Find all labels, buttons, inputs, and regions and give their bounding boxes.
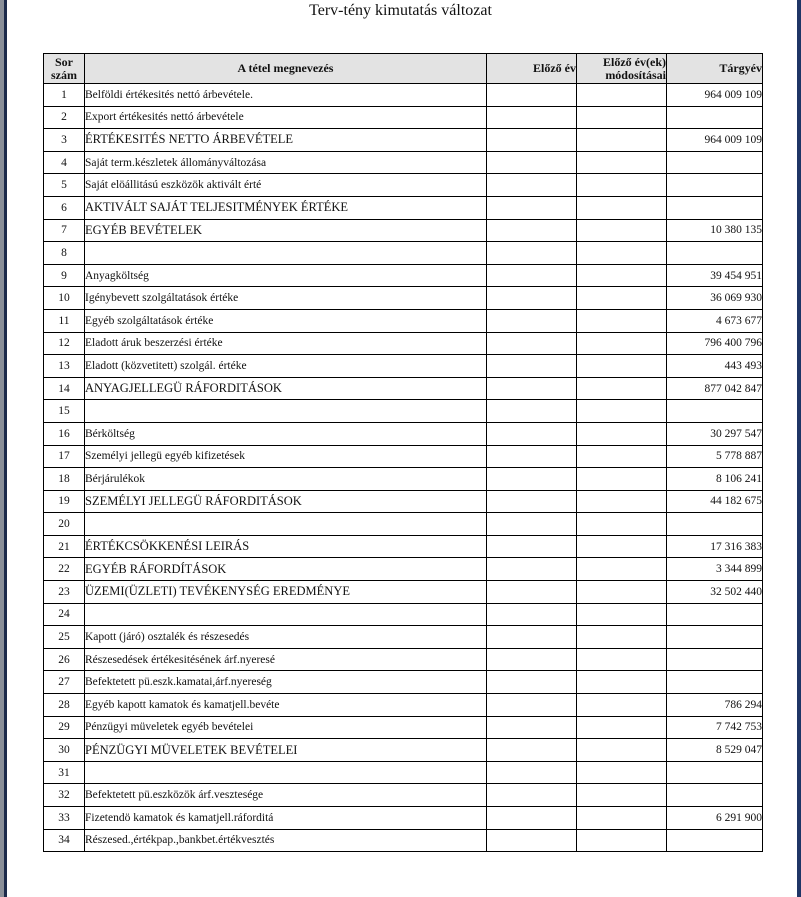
row-number-cell: 26 bbox=[44, 648, 85, 671]
item-name-cell: Befektetett pü.eszközök árf.vesztesége bbox=[85, 784, 487, 807]
table-row bbox=[44, 648, 763, 671]
report-page bbox=[7, 0, 797, 897]
item-name-cell: Fizetendö kamatok és kamatjell.ráforditá bbox=[85, 807, 487, 830]
table-row bbox=[44, 151, 763, 174]
table-row bbox=[44, 581, 763, 604]
previous-modifications-cell bbox=[577, 761, 667, 784]
previous-modifications-cell bbox=[577, 716, 667, 739]
previous-year-cell bbox=[487, 513, 577, 536]
previous-year-cell bbox=[487, 761, 577, 784]
row-number-cell: 8 bbox=[44, 242, 85, 265]
previous-modifications-cell bbox=[577, 219, 667, 242]
previous-year-cell bbox=[487, 807, 577, 830]
previous-year-cell bbox=[487, 671, 577, 694]
row-number-cell: 10 bbox=[44, 287, 85, 310]
table-row bbox=[44, 761, 763, 784]
previous-modifications-cell bbox=[577, 784, 667, 807]
item-name-cell: EGYÉB BEVÉTELEK bbox=[85, 219, 487, 242]
previous-modifications-cell bbox=[577, 490, 667, 513]
table-row bbox=[44, 490, 763, 513]
table-body bbox=[44, 84, 763, 852]
previous-modifications-cell bbox=[577, 581, 667, 604]
table-row bbox=[44, 287, 763, 310]
current-year-cell: 6 291 900 bbox=[667, 807, 763, 830]
row-number-cell: 3 bbox=[44, 129, 85, 152]
row-number-cell: 31 bbox=[44, 761, 85, 784]
previous-year-cell bbox=[487, 174, 577, 197]
current-year-cell bbox=[667, 671, 763, 694]
item-name-cell: Egyéb szolgáltatások értéke bbox=[85, 309, 487, 332]
previous-modifications-cell bbox=[577, 513, 667, 536]
current-year-cell: 4 673 677 bbox=[667, 309, 763, 332]
previous-modifications-cell bbox=[577, 129, 667, 152]
row-number-cell: 21 bbox=[44, 535, 85, 558]
row-number-cell: 11 bbox=[44, 309, 85, 332]
current-year-cell: 44 182 675 bbox=[667, 490, 763, 513]
previous-modifications-cell bbox=[577, 106, 667, 129]
report-title: Terv-tény kimutatás változat bbox=[309, 2, 492, 19]
row-number-cell: 28 bbox=[44, 694, 85, 717]
previous-year-cell bbox=[487, 151, 577, 174]
table-row bbox=[44, 196, 763, 219]
table-row bbox=[44, 422, 763, 445]
table-row bbox=[44, 468, 763, 491]
previous-year-cell bbox=[487, 400, 577, 423]
previous-year-cell bbox=[487, 716, 577, 739]
previous-modifications-cell bbox=[577, 332, 667, 355]
table-row bbox=[44, 558, 763, 581]
item-name-cell: Részesed.,értékpap.,bankbet.értékvesztés bbox=[85, 829, 487, 852]
previous-modifications-cell bbox=[577, 377, 667, 400]
item-name-cell: Eladott áruk beszerzési értéke bbox=[85, 332, 487, 355]
item-name-cell bbox=[85, 242, 487, 265]
row-number-cell: 13 bbox=[44, 355, 85, 378]
previous-modifications-cell bbox=[577, 694, 667, 717]
item-name-cell: Igénybevett szolgáltatások értéke bbox=[85, 287, 487, 310]
row-number-cell: 19 bbox=[44, 490, 85, 513]
current-year-cell: 17 316 383 bbox=[667, 535, 763, 558]
previous-modifications-cell bbox=[577, 829, 667, 852]
previous-modifications-cell bbox=[577, 468, 667, 491]
row-number-cell: 18 bbox=[44, 468, 85, 491]
row-number-cell: 20 bbox=[44, 513, 85, 536]
table-row bbox=[44, 626, 763, 649]
table-row bbox=[44, 332, 763, 355]
item-name-cell: EGYÉB RÁFORDÍTÁSOK bbox=[85, 558, 487, 581]
previous-year-cell bbox=[487, 287, 577, 310]
previous-year-cell bbox=[487, 196, 577, 219]
previous-year-cell bbox=[487, 219, 577, 242]
previous-year-cell bbox=[487, 264, 577, 287]
previous-year-cell bbox=[487, 309, 577, 332]
row-number-cell: 16 bbox=[44, 422, 85, 445]
row-number-cell: 23 bbox=[44, 581, 85, 604]
previous-modifications-cell bbox=[577, 400, 667, 423]
previous-modifications-cell bbox=[577, 671, 667, 694]
current-year-cell bbox=[667, 761, 763, 784]
row-number-cell: 12 bbox=[44, 332, 85, 355]
table-row bbox=[44, 445, 763, 468]
row-number-cell: 32 bbox=[44, 784, 85, 807]
header-row-number-line1: Sor bbox=[55, 54, 73, 69]
previous-modifications-cell bbox=[577, 84, 667, 107]
table-row bbox=[44, 671, 763, 694]
previous-modifications-cell bbox=[577, 807, 667, 830]
item-name-cell bbox=[85, 603, 487, 626]
previous-modifications-cell bbox=[577, 422, 667, 445]
current-year-cell bbox=[667, 242, 763, 265]
current-year-cell: 10 380 135 bbox=[667, 219, 763, 242]
current-year-cell: 786 294 bbox=[667, 694, 763, 717]
current-year-cell: 796 400 796 bbox=[667, 332, 763, 355]
table-row bbox=[44, 400, 763, 423]
current-year-cell: 8 106 241 bbox=[667, 468, 763, 491]
previous-year-cell bbox=[487, 784, 577, 807]
current-year-cell: 964 009 109 bbox=[667, 84, 763, 107]
header-row-number bbox=[44, 54, 85, 84]
item-name-cell: ÜZEMI(ÜZLETI) TEVÉKENYSÉG EREDMÉNYE bbox=[85, 581, 487, 604]
previous-year-cell bbox=[487, 739, 577, 762]
previous-year-cell bbox=[487, 535, 577, 558]
previous-modifications-cell bbox=[577, 558, 667, 581]
item-name-cell: Bérköltség bbox=[85, 422, 487, 445]
previous-year-cell bbox=[487, 468, 577, 491]
previous-year-cell bbox=[487, 129, 577, 152]
previous-modifications-cell bbox=[577, 151, 667, 174]
table-row bbox=[44, 106, 763, 129]
previous-year-cell bbox=[487, 106, 577, 129]
table-row bbox=[44, 264, 763, 287]
current-year-cell bbox=[667, 400, 763, 423]
table-row bbox=[44, 355, 763, 378]
item-name-cell: PÉNZÜGYI MÜVELETEK BEVÉTELEI bbox=[85, 739, 487, 762]
current-year-cell bbox=[667, 513, 763, 536]
table-row bbox=[44, 829, 763, 852]
previous-year-cell bbox=[487, 84, 577, 107]
report-table bbox=[43, 53, 763, 852]
table-header-row bbox=[44, 54, 763, 84]
previous-modifications-cell bbox=[577, 445, 667, 468]
table-row bbox=[44, 129, 763, 152]
row-number-cell: 2 bbox=[44, 106, 85, 129]
current-year-cell: 8 529 047 bbox=[667, 739, 763, 762]
row-number-cell: 22 bbox=[44, 558, 85, 581]
item-name-cell: Kapott (járó) osztalék és részesedés bbox=[85, 626, 487, 649]
row-number-cell: 17 bbox=[44, 445, 85, 468]
table-row bbox=[44, 513, 763, 536]
previous-modifications-cell bbox=[577, 309, 667, 332]
table-row bbox=[44, 309, 763, 332]
header-row-number-line2: szám bbox=[51, 67, 77, 82]
current-year-cell: 877 042 847 bbox=[667, 377, 763, 400]
row-number-cell: 33 bbox=[44, 807, 85, 830]
header-previous-modifications bbox=[577, 54, 667, 84]
previous-year-cell bbox=[487, 355, 577, 378]
item-name-cell: Egyéb kapott kamatok és kamatjell.bevéte bbox=[85, 694, 487, 717]
item-name-cell: Anyagköltség bbox=[85, 264, 487, 287]
window-frame-right-border bbox=[797, 0, 801, 897]
current-year-cell: 7 742 753 bbox=[667, 716, 763, 739]
table-row bbox=[44, 807, 763, 830]
current-year-cell bbox=[667, 603, 763, 626]
item-name-cell bbox=[85, 513, 487, 536]
current-year-cell: 964 009 109 bbox=[667, 129, 763, 152]
row-number-cell: 34 bbox=[44, 829, 85, 852]
previous-year-cell bbox=[487, 242, 577, 265]
table-row bbox=[44, 535, 763, 558]
previous-year-cell bbox=[487, 332, 577, 355]
current-year-cell bbox=[667, 648, 763, 671]
table-row bbox=[44, 603, 763, 626]
current-year-cell bbox=[667, 106, 763, 129]
item-name-cell: Bérjárulékok bbox=[85, 468, 487, 491]
header-current-year: Tárgyév bbox=[667, 54, 763, 84]
current-year-cell: 39 454 951 bbox=[667, 264, 763, 287]
item-name-cell: Személyi jellegü egyéb kifizetések bbox=[85, 445, 487, 468]
header-previous-modifications-line2: módosításai bbox=[605, 67, 666, 82]
item-name-cell: Belföldi értékesités nettó árbevétele. bbox=[85, 84, 487, 107]
previous-year-cell bbox=[487, 626, 577, 649]
item-name-cell: Pénzügyi müveletek egyéb bevételei bbox=[85, 716, 487, 739]
table-row bbox=[44, 84, 763, 107]
previous-modifications-cell bbox=[577, 355, 667, 378]
previous-modifications-cell bbox=[577, 535, 667, 558]
previous-modifications-cell bbox=[577, 196, 667, 219]
row-number-cell: 15 bbox=[44, 400, 85, 423]
row-number-cell: 9 bbox=[44, 264, 85, 287]
table-row bbox=[44, 219, 763, 242]
item-name-cell: SZEMÉLYI JELLEGÜ RÁFORDITÁSOK bbox=[85, 490, 487, 513]
previous-year-cell bbox=[487, 694, 577, 717]
table-row bbox=[44, 377, 763, 400]
current-year-cell bbox=[667, 196, 763, 219]
row-number-cell: 24 bbox=[44, 603, 85, 626]
previous-modifications-cell bbox=[577, 174, 667, 197]
previous-modifications-cell bbox=[577, 648, 667, 671]
header-previous-year: Előző év bbox=[487, 54, 577, 84]
previous-modifications-cell bbox=[577, 264, 667, 287]
header-previous-modifications-line1: Előző év(ek) bbox=[603, 54, 666, 69]
previous-modifications-cell bbox=[577, 626, 667, 649]
previous-year-cell bbox=[487, 377, 577, 400]
item-name-cell bbox=[85, 761, 487, 784]
item-name-cell bbox=[85, 400, 487, 423]
row-number-cell: 27 bbox=[44, 671, 85, 694]
item-name-cell: ANYAGJELLEGÜ RÁFORDITÁSOK bbox=[85, 377, 487, 400]
current-year-cell bbox=[667, 829, 763, 852]
table-row bbox=[44, 242, 763, 265]
row-number-cell: 7 bbox=[44, 219, 85, 242]
item-name-cell: Részesedések értékesitésének árf.nyeresé bbox=[85, 648, 487, 671]
row-number-cell: 1 bbox=[44, 84, 85, 107]
table-row bbox=[44, 174, 763, 197]
current-year-cell: 3 344 899 bbox=[667, 558, 763, 581]
current-year-cell bbox=[667, 174, 763, 197]
header-item-name: A tétel megnevezés bbox=[85, 54, 487, 84]
row-number-cell: 30 bbox=[44, 739, 85, 762]
table-row bbox=[44, 739, 763, 762]
current-year-cell bbox=[667, 626, 763, 649]
previous-year-cell bbox=[487, 829, 577, 852]
item-name-cell: AKTIVÁLT SAJÁT TELJESITMÉNYEK ÉRTÉKE bbox=[85, 196, 487, 219]
item-name-cell: ÉRTÉKCSÖKKENÉSI LEIRÁS bbox=[85, 535, 487, 558]
previous-year-cell bbox=[487, 490, 577, 513]
previous-modifications-cell bbox=[577, 603, 667, 626]
row-number-cell: 4 bbox=[44, 151, 85, 174]
item-name-cell: ÉRTÉKESITÉS NETTO ÁRBEVÉTELE bbox=[85, 129, 487, 152]
previous-modifications-cell bbox=[577, 287, 667, 310]
current-year-cell: 30 297 547 bbox=[667, 422, 763, 445]
current-year-cell: 443 493 bbox=[667, 355, 763, 378]
row-number-cell: 6 bbox=[44, 196, 85, 219]
item-name-cell: Befektetett pü.eszk.kamatai,árf.nyereség bbox=[85, 671, 487, 694]
table-row bbox=[44, 694, 763, 717]
previous-year-cell bbox=[487, 648, 577, 671]
row-number-cell: 14 bbox=[44, 377, 85, 400]
previous-modifications-cell bbox=[577, 242, 667, 265]
item-name-cell: Saját term.készletek állományváltozása bbox=[85, 151, 487, 174]
previous-modifications-cell bbox=[577, 739, 667, 762]
row-number-cell: 5 bbox=[44, 174, 85, 197]
item-name-cell: Export értékesités nettó árbevétele bbox=[85, 106, 487, 129]
current-year-cell: 36 069 930 bbox=[667, 287, 763, 310]
row-number-cell: 29 bbox=[44, 716, 85, 739]
current-year-cell bbox=[667, 784, 763, 807]
item-name-cell: Eladott (közvetitett) szolgál. értéke bbox=[85, 355, 487, 378]
previous-year-cell bbox=[487, 422, 577, 445]
table-row bbox=[44, 716, 763, 739]
current-year-cell: 5 778 887 bbox=[667, 445, 763, 468]
current-year-cell bbox=[667, 151, 763, 174]
current-year-cell: 32 502 440 bbox=[667, 581, 763, 604]
previous-year-cell bbox=[487, 581, 577, 604]
row-number-cell: 25 bbox=[44, 626, 85, 649]
item-name-cell: Saját elöállitású eszközök aktivált érté bbox=[85, 174, 487, 197]
previous-year-cell bbox=[487, 558, 577, 581]
previous-year-cell bbox=[487, 445, 577, 468]
previous-year-cell bbox=[487, 603, 577, 626]
table-row bbox=[44, 784, 763, 807]
